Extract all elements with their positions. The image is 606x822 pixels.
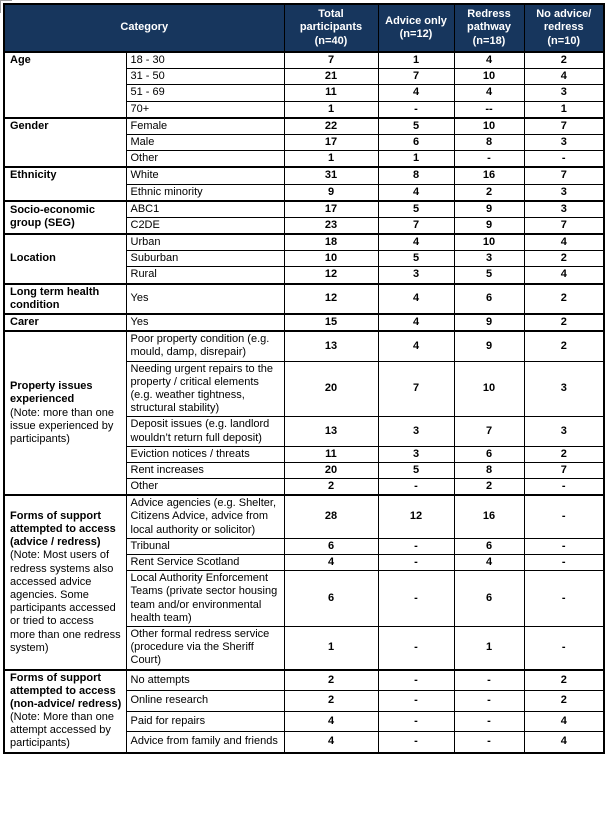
value-cell-col1: 9 bbox=[284, 184, 378, 201]
category-title: Age bbox=[10, 54, 31, 66]
value-cell-col2: - bbox=[378, 101, 454, 118]
value-cell-col2: - bbox=[378, 538, 454, 554]
value-cell-col2: 4 bbox=[378, 314, 454, 331]
value-cell-col2: - bbox=[378, 571, 454, 627]
value-cell-col2: 5 bbox=[378, 201, 454, 218]
value-cell-col1: 4 bbox=[284, 555, 378, 571]
value-cell-col1: 15 bbox=[284, 314, 378, 331]
value-cell-col3: 6 bbox=[454, 571, 524, 627]
subcategory-cell: Female bbox=[126, 118, 284, 135]
value-cell-col1: 12 bbox=[284, 284, 378, 314]
subcategory-cell: Paid for repairs bbox=[126, 711, 284, 731]
value-cell-col4: 4 bbox=[524, 234, 604, 251]
value-cell-col1: 20 bbox=[284, 361, 378, 417]
value-cell-col2: - bbox=[378, 626, 454, 669]
value-cell-col1: 1 bbox=[284, 101, 378, 118]
value-cell-col1: 13 bbox=[284, 331, 378, 361]
value-cell-col4: - bbox=[524, 151, 604, 168]
value-cell-col2: - bbox=[378, 691, 454, 711]
value-cell-col2: 4 bbox=[378, 284, 454, 314]
value-cell-col3: - bbox=[454, 711, 524, 731]
category-title: Forms of support attempted to access (advice / redress) bbox=[10, 509, 116, 549]
value-cell-col4: 2 bbox=[524, 446, 604, 462]
value-cell-col3: 2 bbox=[454, 184, 524, 201]
value-cell-col4: 7 bbox=[524, 118, 604, 135]
value-cell-col3: 6 bbox=[454, 284, 524, 314]
table-row bbox=[4, 331, 604, 361]
value-cell-col4: - bbox=[524, 571, 604, 627]
value-cell-col3: 8 bbox=[454, 462, 524, 478]
category-cell-8 bbox=[4, 331, 126, 495]
category-note: (Note: more than one issue experienced by participants) bbox=[10, 406, 114, 445]
value-cell-col2: 1 bbox=[378, 151, 454, 168]
value-cell-col1: 4 bbox=[284, 711, 378, 731]
category-note: (Note: Most users of redress systems also accessed advice agencies. Some participants accessed or tried to access more than one redress system) bbox=[10, 549, 121, 654]
value-cell-col1: 11 bbox=[284, 85, 378, 101]
value-cell-col3: - bbox=[454, 151, 524, 168]
value-cell-col4: 3 bbox=[524, 184, 604, 201]
category-title: Carer bbox=[10, 316, 39, 328]
value-cell-col2: 5 bbox=[378, 251, 454, 267]
value-cell-col1: 23 bbox=[284, 217, 378, 234]
value-cell-col3: 9 bbox=[454, 217, 524, 234]
value-cell-col4: 1 bbox=[524, 101, 604, 118]
value-cell-col3: 1 bbox=[454, 626, 524, 669]
table-body bbox=[4, 52, 604, 753]
value-cell-col1: 28 bbox=[284, 495, 378, 538]
value-cell-col3: 8 bbox=[454, 134, 524, 150]
category-column-header: Category bbox=[4, 4, 284, 52]
subcategory-cell: 31 - 50 bbox=[126, 69, 284, 85]
value-cell-col4: 3 bbox=[524, 134, 604, 150]
value-cell-col1: 1 bbox=[284, 626, 378, 669]
value-cell-col3: - bbox=[454, 732, 524, 753]
category-cell-2 bbox=[4, 118, 126, 168]
table-row bbox=[4, 201, 604, 218]
subcategory-cell: Ethnic minority bbox=[126, 184, 284, 201]
value-cell-col1: 21 bbox=[284, 69, 378, 85]
subcategory-cell: Advice from family and friends bbox=[126, 732, 284, 753]
value-cell-col1: 31 bbox=[284, 167, 378, 184]
value-cell-col3: 4 bbox=[454, 85, 524, 101]
value-cell-col1: 4 bbox=[284, 732, 378, 753]
value-cell-col3: 10 bbox=[454, 361, 524, 417]
subcategory-cell: Yes bbox=[126, 284, 284, 314]
subcategory-cell: C2DE bbox=[126, 217, 284, 234]
value-cell-col4: 2 bbox=[524, 314, 604, 331]
value-cell-col4: 3 bbox=[524, 201, 604, 218]
value-cell-col1: 1 bbox=[284, 151, 378, 168]
value-cell-col4: 2 bbox=[524, 691, 604, 711]
subcategory-cell: Online research bbox=[126, 691, 284, 711]
value-cell-col4: 4 bbox=[524, 267, 604, 284]
value-cell-col2: 5 bbox=[378, 118, 454, 135]
value-cell-col4: - bbox=[524, 538, 604, 554]
value-cell-col1: 17 bbox=[284, 201, 378, 218]
value-cell-col1: 2 bbox=[284, 691, 378, 711]
category-title: Forms of support attempted to access (non-advice/ redress) bbox=[10, 671, 122, 710]
table-row bbox=[4, 670, 604, 691]
value-cell-col4: 3 bbox=[524, 361, 604, 417]
value-cell-col4: 2 bbox=[524, 251, 604, 267]
subcategory-cell: Urban bbox=[126, 234, 284, 251]
value-cell-col4: 7 bbox=[524, 167, 604, 184]
subcategory-cell: Advice agencies (e.g. Shelter, Citizens Advice, advice from local authority or solicitor) bbox=[126, 495, 284, 538]
table-header-row bbox=[4, 4, 604, 52]
category-cell-1 bbox=[4, 52, 126, 118]
value-cell-col4: 2 bbox=[524, 670, 604, 691]
subcategory-cell: 51 - 69 bbox=[126, 85, 284, 101]
category-title: Ethnicity bbox=[10, 169, 57, 182]
value-cell-col3: 9 bbox=[454, 331, 524, 361]
value-cell-col2: 3 bbox=[378, 446, 454, 462]
category-title: Location bbox=[10, 252, 56, 265]
table-row bbox=[4, 167, 604, 184]
value-cell-col2: - bbox=[378, 732, 454, 753]
category-title: Socio-economic group (SEG) bbox=[10, 204, 95, 230]
value-cell-col3: 16 bbox=[454, 167, 524, 184]
table-row bbox=[4, 284, 604, 314]
value-cell-col2: 4 bbox=[378, 184, 454, 201]
subcategory-cell: ABC1 bbox=[126, 201, 284, 218]
value-cell-col4: 3 bbox=[524, 417, 604, 446]
value-cell-col1: 12 bbox=[284, 267, 378, 284]
value-cell-col2: 4 bbox=[378, 85, 454, 101]
value-cell-col2: - bbox=[378, 711, 454, 731]
value-cell-col3: 4 bbox=[454, 52, 524, 69]
value-cell-col1: 10 bbox=[284, 251, 378, 267]
subcategory-cell: Tribunal bbox=[126, 538, 284, 554]
table-row bbox=[4, 118, 604, 135]
subcategory-cell: Local Authority Enforcement Teams (private sector housing team and/or environmental health team) bbox=[126, 571, 284, 627]
column-header-2: Advice only (n=12) bbox=[378, 4, 454, 52]
subcategory-cell: Other bbox=[126, 479, 284, 496]
category-cell-6 bbox=[4, 284, 126, 314]
table-row bbox=[4, 234, 604, 251]
subcategory-cell: Rural bbox=[126, 267, 284, 284]
value-cell-col2: 6 bbox=[378, 134, 454, 150]
value-cell-col2: 7 bbox=[378, 69, 454, 85]
table-row bbox=[4, 495, 604, 538]
value-cell-col2: 7 bbox=[378, 361, 454, 417]
category-title: Long term health condition bbox=[10, 285, 100, 311]
value-cell-col2: 8 bbox=[378, 167, 454, 184]
table-row bbox=[4, 314, 604, 331]
value-cell-col1: 6 bbox=[284, 571, 378, 627]
value-cell-col1: 6 bbox=[284, 538, 378, 554]
value-cell-col3: 6 bbox=[454, 446, 524, 462]
subcategory-cell: No attempts bbox=[126, 670, 284, 691]
subcategory-cell: Deposit issues (e.g. landlord wouldn’t return full deposit) bbox=[126, 417, 284, 446]
category-cell-7 bbox=[4, 314, 126, 331]
category-title: Gender bbox=[10, 119, 49, 132]
subcategory-cell: Male bbox=[126, 134, 284, 150]
value-cell-col4: 4 bbox=[524, 732, 604, 753]
value-cell-col4: 7 bbox=[524, 462, 604, 478]
subcategory-cell: Other formal redress service (procedure via the Sheriff Court) bbox=[126, 626, 284, 669]
subcategory-cell: Poor property condition (e.g. mould, damp, disrepair) bbox=[126, 331, 284, 361]
value-cell-col1: 2 bbox=[284, 670, 378, 691]
subcategory-cell: Eviction notices / threats bbox=[126, 446, 284, 462]
value-cell-col3: 6 bbox=[454, 538, 524, 554]
value-cell-col3: 10 bbox=[454, 118, 524, 135]
value-cell-col4: 2 bbox=[524, 284, 604, 314]
participants-table-container bbox=[3, 3, 605, 754]
value-cell-col2: 12 bbox=[378, 495, 454, 538]
participant-demographics-table bbox=[3, 3, 605, 754]
subcategory-cell: 18 - 30 bbox=[126, 52, 284, 69]
value-cell-col4: 2 bbox=[524, 52, 604, 69]
value-cell-col3: 5 bbox=[454, 267, 524, 284]
value-cell-col3: -- bbox=[454, 101, 524, 118]
category-title: Property issues experienced bbox=[10, 380, 93, 406]
value-cell-col1: 2 bbox=[284, 479, 378, 496]
category-cell-10 bbox=[4, 670, 126, 753]
value-cell-col2: 5 bbox=[378, 462, 454, 478]
value-cell-col3: 10 bbox=[454, 234, 524, 251]
subcategory-cell: Yes bbox=[126, 314, 284, 331]
value-cell-col3: 10 bbox=[454, 69, 524, 85]
value-cell-col2: 4 bbox=[378, 331, 454, 361]
category-cell-9 bbox=[4, 495, 126, 669]
subcategory-cell: White bbox=[126, 167, 284, 184]
value-cell-col3: 4 bbox=[454, 555, 524, 571]
category-note: (Note: More than one attempt accessed by participants) bbox=[10, 711, 114, 750]
value-cell-col4: 7 bbox=[524, 217, 604, 234]
subcategory-cell: 70+ bbox=[126, 101, 284, 118]
value-cell-col4: - bbox=[524, 626, 604, 669]
column-header-4: No advice/ redress (n=10) bbox=[524, 4, 604, 52]
value-cell-col1: 22 bbox=[284, 118, 378, 135]
value-cell-col4: - bbox=[524, 479, 604, 496]
value-cell-col3: 16 bbox=[454, 495, 524, 538]
subcategory-cell: Suburban bbox=[126, 251, 284, 267]
value-cell-col1: 17 bbox=[284, 134, 378, 150]
value-cell-col3: - bbox=[454, 670, 524, 691]
column-header-1: Total participants (n=40) bbox=[284, 4, 378, 52]
value-cell-col3: 2 bbox=[454, 479, 524, 496]
value-cell-col2: 4 bbox=[378, 234, 454, 251]
value-cell-col1: 18 bbox=[284, 234, 378, 251]
value-cell-col3: - bbox=[454, 691, 524, 711]
value-cell-col1: 7 bbox=[284, 52, 378, 69]
value-cell-col2: - bbox=[378, 670, 454, 691]
value-cell-col3: 9 bbox=[454, 201, 524, 218]
subcategory-cell: Rent increases bbox=[126, 462, 284, 478]
value-cell-col2: 1 bbox=[378, 52, 454, 69]
value-cell-col4: - bbox=[524, 555, 604, 571]
category-cell-5 bbox=[4, 234, 126, 284]
value-cell-col2: 3 bbox=[378, 417, 454, 446]
value-cell-col3: 3 bbox=[454, 251, 524, 267]
column-header-3: Redress pathway (n=18) bbox=[454, 4, 524, 52]
table-row bbox=[4, 52, 604, 69]
value-cell-col4: 4 bbox=[524, 711, 604, 731]
subcategory-cell: Rent Service Scotland bbox=[126, 555, 284, 571]
value-cell-col4: 3 bbox=[524, 85, 604, 101]
value-cell-col2: - bbox=[378, 479, 454, 496]
category-cell-4 bbox=[4, 201, 126, 234]
value-cell-col1: 11 bbox=[284, 446, 378, 462]
value-cell-col2: 7 bbox=[378, 217, 454, 234]
subcategory-cell: Needing urgent repairs to the property / critical elements (e.g. weather tightness, structural stability) bbox=[126, 361, 284, 417]
value-cell-col4: 4 bbox=[524, 69, 604, 85]
value-cell-col3: 9 bbox=[454, 314, 524, 331]
value-cell-col3: 7 bbox=[454, 417, 524, 446]
value-cell-col1: 13 bbox=[284, 417, 378, 446]
category-cell-3 bbox=[4, 167, 126, 200]
value-cell-col4: 2 bbox=[524, 331, 604, 361]
value-cell-col1: 20 bbox=[284, 462, 378, 478]
value-cell-col2: - bbox=[378, 555, 454, 571]
subcategory-cell: Other bbox=[126, 151, 284, 168]
value-cell-col4: - bbox=[524, 495, 604, 538]
value-cell-col2: 3 bbox=[378, 267, 454, 284]
